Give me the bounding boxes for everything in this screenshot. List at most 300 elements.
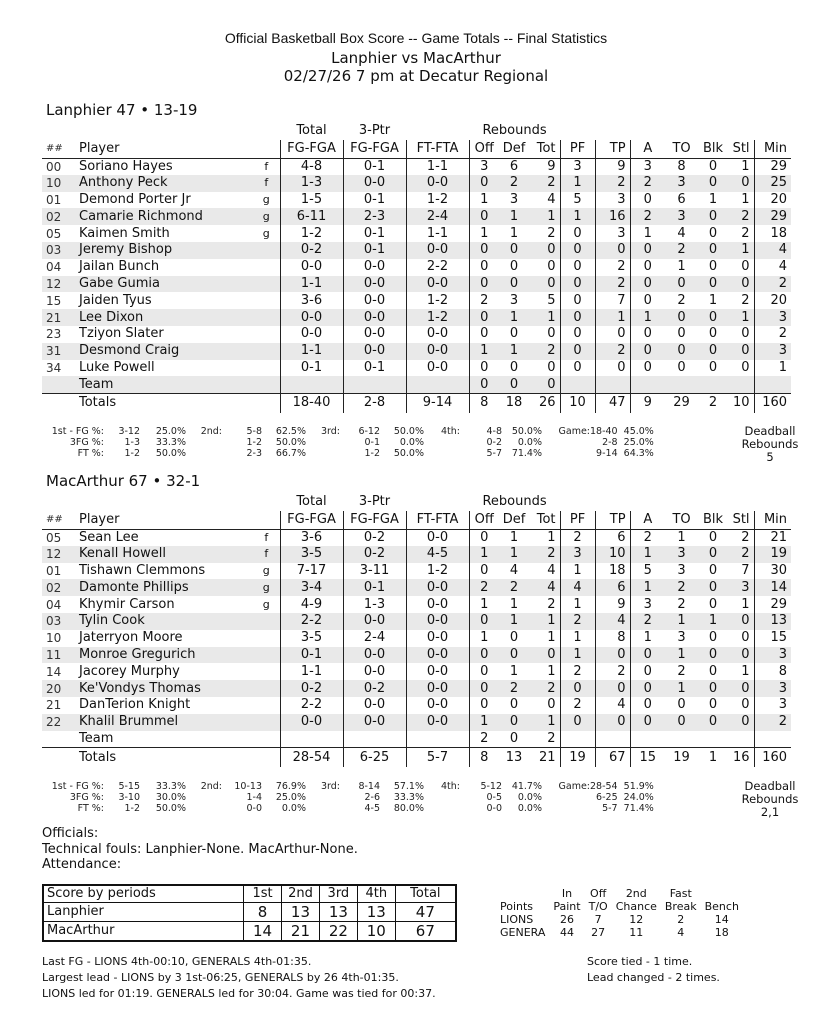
split-row bbox=[46, 437, 654, 448]
split-value: 2-6 bbox=[364, 792, 380, 803]
col-off: Off bbox=[469, 511, 499, 529]
stat-min: 8 bbox=[778, 663, 788, 679]
stat-stl: 1 bbox=[728, 242, 754, 259]
total-ft: 9-14 bbox=[406, 393, 469, 413]
player-position bbox=[253, 613, 280, 630]
blank bbox=[75, 493, 253, 511]
jersey-number: 05 bbox=[46, 530, 62, 545]
breakdown-head: Off bbox=[590, 887, 607, 900]
blank bbox=[754, 493, 791, 511]
split-period-label: Game: bbox=[558, 426, 590, 437]
split-pct: 50.0% bbox=[155, 448, 186, 459]
split-value: 10-13 bbox=[234, 781, 262, 792]
stat-fg: 1-2 bbox=[280, 225, 343, 242]
stat-stl: 2 bbox=[728, 546, 754, 563]
stat-to: 8 bbox=[677, 158, 686, 174]
team-title-lanphier: Lanphier 47 • 13-19 bbox=[46, 101, 198, 119]
player-row bbox=[42, 663, 791, 680]
col-player: Player bbox=[75, 511, 253, 529]
stat-ft: 0-0 bbox=[406, 663, 469, 680]
breakdown-head: Bench bbox=[704, 900, 739, 913]
blank bbox=[42, 122, 75, 140]
blank bbox=[186, 803, 222, 814]
stat-fg: 3-6 bbox=[280, 529, 343, 546]
stat-stl: 1 bbox=[728, 158, 754, 175]
player-name: Gabe Gumia bbox=[75, 276, 253, 293]
split-period-label: 4th: bbox=[441, 426, 460, 437]
header-groups bbox=[42, 493, 791, 511]
stat-tp: 0 bbox=[595, 714, 630, 731]
stat-min: 21 bbox=[770, 529, 788, 545]
stat-fg: 3-5 bbox=[280, 630, 343, 647]
stat-tot: 0 bbox=[529, 697, 560, 714]
stat-stl: 0 bbox=[728, 326, 754, 343]
blank bbox=[406, 376, 469, 393]
blank bbox=[253, 511, 280, 529]
breakdown-head: T/O bbox=[588, 900, 608, 913]
stat-tp3: 0-1 bbox=[343, 242, 406, 259]
stat-tp3: 0-0 bbox=[343, 175, 406, 192]
col-tp: TP bbox=[595, 140, 630, 158]
stat-off: 0 bbox=[480, 359, 489, 375]
split-row bbox=[46, 426, 654, 437]
blank bbox=[343, 731, 406, 748]
stat-min: 29 bbox=[770, 158, 788, 174]
stat-tot: 1 bbox=[529, 714, 560, 731]
stat-blk: 0 bbox=[708, 596, 718, 612]
stat-pf: 0 bbox=[560, 360, 595, 377]
stat-to: 3 bbox=[665, 175, 698, 192]
blank bbox=[665, 493, 698, 511]
split-value: 1-2 bbox=[246, 437, 262, 448]
col-pf: PF bbox=[560, 511, 595, 529]
player-name: DanTerion Knight bbox=[79, 697, 191, 713]
team-label: Team bbox=[75, 376, 253, 393]
stat-pf: 2 bbox=[560, 529, 595, 546]
stat-min: 3 bbox=[754, 647, 791, 664]
stat-a: 0 bbox=[630, 680, 665, 697]
split-pct: 25.0% bbox=[155, 426, 186, 437]
breakdown-row-generals bbox=[496, 926, 743, 939]
stat-def: 0 bbox=[499, 376, 529, 393]
stat-min: 4 bbox=[754, 242, 791, 259]
col-a: A bbox=[630, 140, 665, 158]
player-name: Lee Dixon bbox=[75, 309, 253, 326]
total-min: 160 bbox=[754, 393, 791, 413]
player-row bbox=[42, 680, 791, 697]
stat-tp3: 0-0 bbox=[343, 613, 406, 630]
blank bbox=[665, 122, 698, 140]
jersey-number: 14 bbox=[46, 664, 62, 679]
deadball-value: 5 bbox=[766, 450, 774, 464]
stat-to: 1 bbox=[665, 680, 698, 697]
blank bbox=[560, 493, 595, 511]
stat-tp: 3 bbox=[595, 225, 630, 242]
stat-fg: 3-4 bbox=[280, 579, 343, 596]
stat-ft: 0-0 bbox=[406, 326, 469, 343]
stat-a: 1 bbox=[630, 579, 665, 596]
stat-blk: 1 bbox=[698, 613, 728, 630]
stat-fg: 0-2 bbox=[280, 242, 343, 259]
stat-to: 6 bbox=[677, 191, 686, 207]
stat-tp3: 0-2 bbox=[343, 680, 406, 697]
split-pct: 33.3% bbox=[155, 781, 186, 792]
stat-off: 0 bbox=[480, 529, 489, 545]
player-position: g bbox=[253, 579, 280, 596]
group-total: Total bbox=[296, 494, 327, 509]
group-3ptr: 3-Ptr bbox=[358, 123, 391, 138]
stat-fg: 0-1 bbox=[280, 360, 343, 377]
breakdown-value: 26 bbox=[559, 913, 574, 926]
period-score: 14 bbox=[244, 921, 282, 941]
matchup: Lanphier vs MacArthur bbox=[331, 49, 501, 67]
split-value: 4-8 bbox=[486, 426, 502, 437]
blank bbox=[698, 122, 728, 140]
stat-off: 0 bbox=[480, 326, 489, 342]
player-name: Ke'Vondys Thomas bbox=[75, 680, 253, 697]
stat-pf: 3 bbox=[560, 546, 595, 563]
split-period-label: 2nd: bbox=[200, 781, 222, 792]
deadball-value: 2,1 bbox=[760, 805, 780, 819]
player-row bbox=[42, 343, 791, 360]
col-tot: Tot bbox=[529, 511, 560, 529]
stat-pf: 4 bbox=[560, 579, 595, 596]
totals-label: Totals bbox=[75, 393, 253, 413]
stat-stl: 0 bbox=[728, 714, 754, 731]
stat-tot: 0 bbox=[529, 647, 560, 664]
breakdown-head: Fast bbox=[669, 887, 692, 900]
stat-to: 2 bbox=[665, 579, 698, 596]
blank bbox=[406, 122, 469, 140]
stat-min: 2 bbox=[754, 276, 791, 293]
blank bbox=[595, 731, 630, 748]
jersey-number: 10 bbox=[42, 175, 75, 192]
stat-to: 2 bbox=[677, 292, 686, 308]
stat-def: 0 bbox=[509, 730, 519, 746]
stat-ft: 1-2 bbox=[406, 563, 469, 580]
stat-tp3: 0-1 bbox=[343, 158, 406, 175]
split-game: 9-14 64.3% bbox=[596, 448, 654, 459]
split-value: 0-2 bbox=[486, 437, 502, 448]
stat-fg: 2-2 bbox=[280, 697, 343, 714]
stat-min: 3 bbox=[778, 697, 788, 713]
stat-blk: 0 bbox=[698, 242, 728, 259]
stat-off: 0 bbox=[469, 376, 499, 393]
player-name: Desmond Craig bbox=[75, 343, 253, 360]
breakdown-team: LIONS bbox=[500, 913, 534, 926]
jersey-number: 20 bbox=[42, 680, 75, 697]
blank bbox=[630, 493, 665, 511]
stat-tp: 0 bbox=[595, 326, 630, 343]
split-pct: 62.5% bbox=[275, 426, 306, 437]
split-pct: 0.0% bbox=[517, 803, 542, 814]
stat-fg: 2-2 bbox=[280, 613, 343, 630]
stat-tot: 1 bbox=[529, 529, 560, 546]
player-position bbox=[253, 276, 280, 293]
stat-a: 0 bbox=[643, 326, 652, 342]
stat-off: 2 bbox=[480, 292, 489, 308]
stat-pf: 0 bbox=[560, 292, 595, 309]
blank bbox=[42, 493, 75, 511]
stat-fg: 4-8 bbox=[280, 158, 343, 175]
stat-off: 1 bbox=[480, 225, 489, 241]
breakdown-value: 4 bbox=[677, 926, 685, 939]
split-value: 3-10 bbox=[118, 792, 140, 803]
stat-fg: 0-0 bbox=[280, 259, 343, 276]
col-a: A bbox=[630, 511, 665, 529]
breakdown-head: Points bbox=[500, 900, 534, 913]
stat-fg: 3-5 bbox=[280, 546, 343, 563]
total-fg: 28-54 bbox=[280, 747, 343, 767]
total-tp3: 2-8 bbox=[343, 393, 406, 413]
stat-min: 29 bbox=[770, 596, 788, 612]
stat-ft: 0-0 bbox=[406, 343, 469, 360]
stat-pf: 5 bbox=[560, 192, 595, 209]
stat-min: 13 bbox=[754, 613, 791, 630]
stat-off: 1 bbox=[480, 630, 489, 646]
col-pf: PF bbox=[560, 140, 595, 158]
stat-tp: 6 bbox=[595, 579, 630, 596]
stat-off: 1 bbox=[480, 191, 489, 207]
stat-tp: 2 bbox=[595, 276, 630, 293]
player-name: Sean Lee bbox=[79, 529, 139, 545]
stat-to: 0 bbox=[677, 697, 686, 713]
stat-fg: 0-1 bbox=[280, 647, 343, 664]
blank bbox=[253, 393, 280, 413]
total-a: 15 bbox=[630, 747, 665, 767]
stat-tp3: 1-3 bbox=[343, 596, 406, 613]
group-rebounds: Rebounds bbox=[482, 494, 547, 509]
stat-a: 0 bbox=[643, 663, 652, 679]
attendance: Attendance: bbox=[42, 857, 122, 872]
period-1st: 1st bbox=[244, 885, 282, 902]
group-total: Total bbox=[296, 123, 327, 138]
stat-tp: 3 bbox=[595, 192, 630, 209]
split-pct: 50.0% bbox=[511, 426, 542, 437]
stat-blk: 0 bbox=[708, 359, 718, 375]
stat-stl: 1 bbox=[728, 192, 754, 209]
blank bbox=[42, 393, 75, 413]
player-row bbox=[42, 546, 791, 563]
stat-stl: 7 bbox=[728, 563, 754, 580]
stat-ft: 1-2 bbox=[406, 292, 469, 309]
breakdown-value: 18 bbox=[714, 926, 729, 939]
stat-pf: 0 bbox=[560, 259, 595, 276]
stat-def: 1 bbox=[499, 309, 529, 326]
split-game: 5-7 71.4% bbox=[602, 803, 654, 814]
player-row bbox=[42, 529, 791, 546]
split-label: 1st - FG %: bbox=[51, 426, 104, 437]
stat-off: 0 bbox=[469, 680, 499, 697]
blank bbox=[306, 803, 340, 814]
stat-tp3: 0-0 bbox=[343, 292, 406, 309]
jersey-number: 12 bbox=[42, 276, 75, 293]
stat-off: 0 bbox=[469, 647, 499, 664]
player-row bbox=[42, 697, 791, 714]
stat-def: 2 bbox=[499, 680, 529, 697]
stat-a: 0 bbox=[630, 647, 665, 664]
split-value: 0-0 bbox=[486, 803, 502, 814]
player-row bbox=[42, 630, 791, 647]
stat-min: 3 bbox=[754, 680, 791, 697]
stat-stl: 2 bbox=[728, 292, 754, 309]
period-3rd: 3rd bbox=[319, 885, 357, 902]
breakdown-value: 12 bbox=[629, 913, 644, 926]
stat-tp: 4 bbox=[595, 697, 630, 714]
stat-off: 0 bbox=[469, 613, 499, 630]
stat-stl: 0 bbox=[728, 259, 754, 276]
player-position: f bbox=[264, 159, 269, 173]
player-row bbox=[42, 292, 791, 309]
breakdown-head1 bbox=[496, 887, 743, 900]
header-groups bbox=[42, 122, 791, 140]
stat-tp: 0 bbox=[595, 360, 630, 377]
stat-a: 2 bbox=[630, 175, 665, 192]
stat-ft: 0-0 bbox=[406, 579, 469, 596]
total-blk: 2 bbox=[698, 393, 728, 413]
split-value: 6-12 bbox=[358, 426, 380, 437]
stat-blk: 0 bbox=[698, 208, 728, 225]
header-columns bbox=[42, 511, 791, 529]
stat-def: 1 bbox=[509, 529, 519, 545]
stat-blk: 0 bbox=[698, 579, 728, 596]
stat-to: 0 bbox=[665, 309, 698, 326]
split-pct: 71.4% bbox=[511, 448, 542, 459]
col-tp3: FG-FGA bbox=[343, 511, 406, 529]
col-def: Def bbox=[499, 511, 529, 529]
blank bbox=[542, 448, 590, 459]
period-score: 13 bbox=[282, 902, 320, 921]
period-4th: 4th bbox=[357, 885, 395, 902]
blank bbox=[42, 376, 75, 393]
stat-stl: 2 bbox=[728, 529, 754, 546]
blank bbox=[280, 731, 343, 748]
stat-to: 4 bbox=[677, 225, 686, 241]
breakdown-head bbox=[701, 887, 743, 900]
period-score: 8 bbox=[244, 902, 282, 921]
stat-tot: 2 bbox=[529, 225, 560, 242]
stat-to: 0 bbox=[665, 276, 698, 293]
blank bbox=[186, 437, 222, 448]
period-score: 13 bbox=[319, 902, 357, 921]
stat-def: 0 bbox=[499, 242, 529, 259]
stat-tot: 0 bbox=[529, 276, 560, 293]
total-off: 8 bbox=[469, 747, 499, 767]
breakdown-value: 7 bbox=[594, 913, 602, 926]
periods-title: Score by periods bbox=[43, 885, 244, 902]
period-total: Total bbox=[395, 885, 456, 902]
stat-stl: 0 bbox=[728, 697, 754, 714]
stat-blk: 0 bbox=[698, 546, 728, 563]
blank bbox=[186, 792, 222, 803]
stat-off: 2 bbox=[469, 579, 499, 596]
player-name: Khalil Brummel bbox=[75, 714, 253, 731]
stat-off: 1 bbox=[480, 596, 489, 612]
stat-min: 4 bbox=[778, 259, 788, 275]
jersey-number: 03 bbox=[42, 242, 75, 259]
breakdown-value: 14 bbox=[714, 913, 729, 926]
stat-def: 0 bbox=[499, 276, 529, 293]
blank bbox=[253, 731, 280, 748]
group-rebounds: Rebounds bbox=[482, 123, 547, 138]
header-columns bbox=[42, 140, 791, 158]
tie-lead-notes bbox=[587, 954, 720, 986]
jersey-number: 05 bbox=[46, 226, 62, 241]
stat-fg: 3-6 bbox=[280, 292, 343, 309]
stat-ft: 2-4 bbox=[406, 208, 469, 225]
stat-tot: 0 bbox=[529, 259, 560, 276]
stat-fg: 1-1 bbox=[280, 276, 343, 293]
stat-stl: 0 bbox=[728, 680, 754, 697]
stat-tp: 16 bbox=[595, 208, 630, 225]
stat-def: 0 bbox=[509, 359, 519, 375]
stat-min: 2 bbox=[754, 714, 791, 731]
stat-pf: 2 bbox=[560, 663, 595, 680]
team-title-macarthur: MacArthur 67 • 32-1 bbox=[46, 472, 201, 490]
period-2nd: 2nd bbox=[282, 885, 320, 902]
stat-off: 1 bbox=[469, 714, 499, 731]
last-fg: Last FG - LIONS 4th-00:10, GENERALS 4th-01:35. bbox=[42, 955, 312, 968]
player-position: g bbox=[262, 563, 270, 577]
player-row bbox=[42, 208, 791, 225]
col-fg: FG-FGA bbox=[280, 140, 343, 158]
player-name: Anthony Peck bbox=[75, 175, 253, 192]
blank bbox=[424, 792, 460, 803]
stat-def: 0 bbox=[499, 714, 529, 731]
points-breakdown bbox=[496, 887, 743, 939]
blank bbox=[728, 731, 754, 748]
blank bbox=[595, 376, 630, 393]
stat-ft: 1-2 bbox=[406, 192, 469, 209]
stat-tp: 1 bbox=[595, 309, 630, 326]
player-name: Jaiden Tyus bbox=[79, 292, 152, 308]
split-pct: 0.0% bbox=[517, 437, 542, 448]
split-pct: 30.0% bbox=[155, 792, 186, 803]
stat-pf: 1 bbox=[560, 630, 595, 647]
period-score: 22 bbox=[319, 921, 357, 941]
periods-team: Lanphier bbox=[43, 902, 244, 921]
stat-ft: 0-0 bbox=[406, 714, 469, 731]
stat-to: 0 bbox=[677, 359, 686, 375]
split-value: 1-3 bbox=[124, 437, 140, 448]
stat-tp3: 0-1 bbox=[343, 225, 406, 242]
stat-tp3: 0-1 bbox=[343, 360, 406, 377]
stat-stl: 0 bbox=[728, 630, 754, 647]
player-row bbox=[42, 360, 791, 377]
player-name: Jacorey Murphy bbox=[79, 663, 180, 679]
jersey-number: 02 bbox=[42, 579, 75, 596]
stat-tp3: 2-3 bbox=[343, 208, 406, 225]
player-position bbox=[253, 343, 280, 360]
stat-off: 0 bbox=[469, 309, 499, 326]
stat-tp3: 0-1 bbox=[343, 192, 406, 209]
col-fg: FG-FGA bbox=[280, 511, 343, 529]
stat-off: 0 bbox=[480, 562, 489, 578]
stat-a: 0 bbox=[643, 292, 652, 308]
stat-blk: 0 bbox=[708, 630, 718, 646]
player-position: g bbox=[262, 597, 270, 611]
player-row bbox=[42, 276, 791, 293]
stat-tp3: 0-2 bbox=[343, 529, 406, 546]
stat-pf: 1 bbox=[560, 647, 595, 664]
split-pct: 50.0% bbox=[155, 803, 186, 814]
jersey-number: 31 bbox=[42, 343, 75, 360]
stat-min: 1 bbox=[778, 359, 788, 375]
stat-tot: 0 bbox=[529, 376, 560, 393]
stat-tot: 2 bbox=[529, 343, 560, 360]
stat-def: 2 bbox=[499, 175, 529, 192]
jersey-number: 12 bbox=[42, 546, 75, 563]
